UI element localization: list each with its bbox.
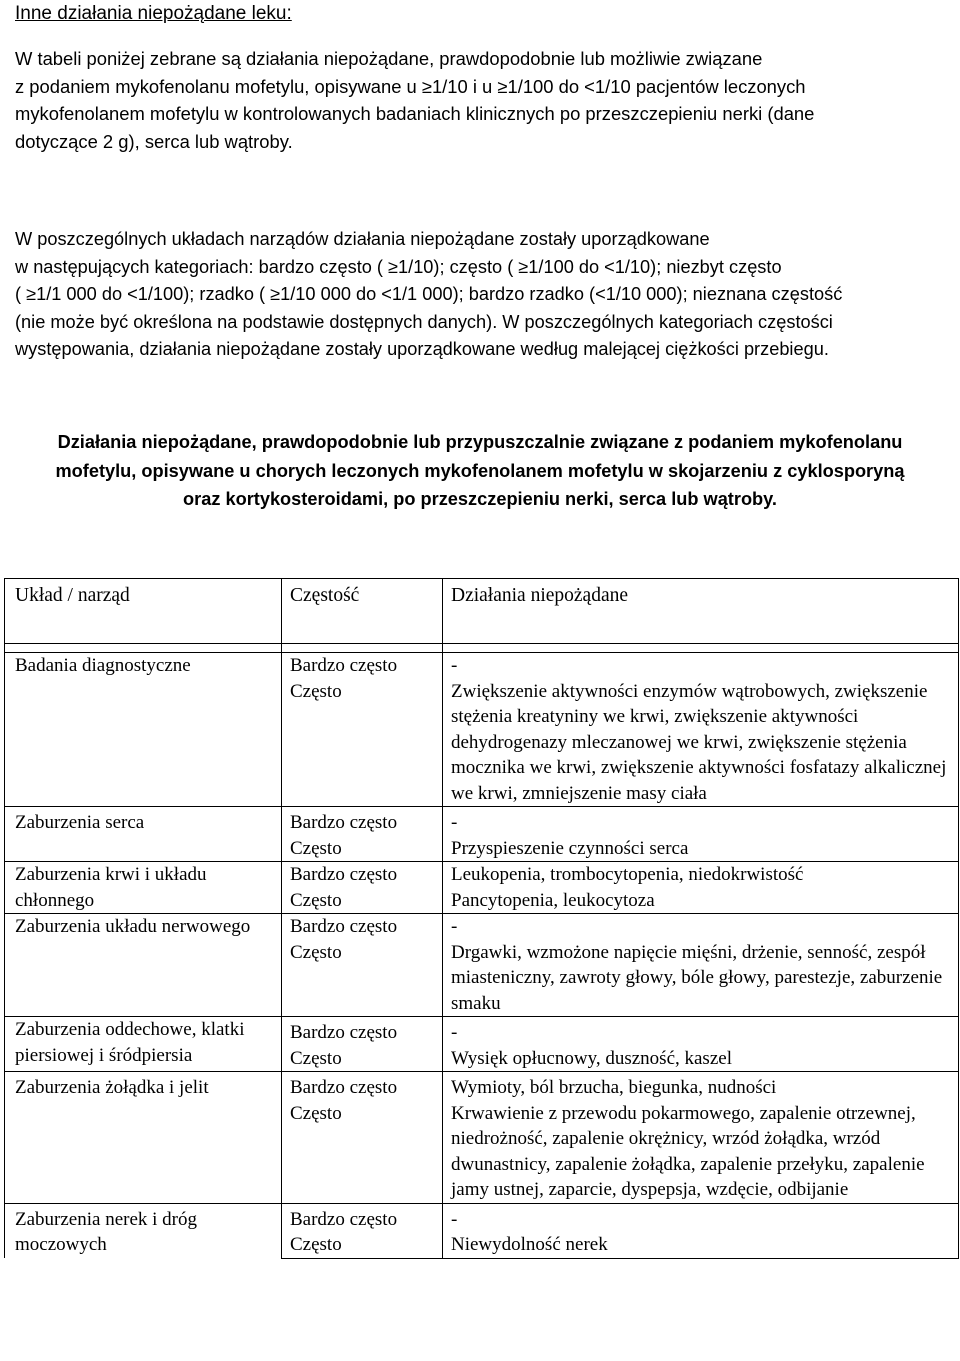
intro-line: W tabeli poniżej zebrane są działania niepożądane, prawdopodobnie lub możliwie związane <box>15 48 763 69</box>
categories-line: (nie może być określona na podstawie dostępnych danych). W poszczególnych kategoriach częstości <box>15 311 833 332</box>
effects-cell: Krwawienie z przewodu pokarmowego, zapalenie otrzewnej, niedrożność, zapalenie okrężnicy, wrzód żołądka, wrzód dwunastnicy, zapalenie żołądka, zapalenie przełyku, zapalenie jamy ustnej, zaparcie, dyspepsja, wzdęcie, odbijanie <box>443 1101 959 1204</box>
table-row <box>5 807 959 836</box>
frequency-cell: Bardzo często <box>282 1203 443 1232</box>
organ-cell: Zaburzenia żołądka i jelit <box>5 1072 282 1101</box>
organ-cell: Zaburzenia nerek i dróg moczowych <box>5 1203 282 1258</box>
frequency-cell: Często <box>282 679 443 807</box>
effects-cell: - <box>443 1203 959 1232</box>
categories-line: ( ≥1/1 000 do <1/100); rzadko ( ≥1/10 000 do <1/1 000); bardzo rzadko (<1/10 000); nieznana częstość <box>15 284 843 305</box>
organ-cell: Zaburzenia układu nerwowego <box>5 914 282 1017</box>
effects-cell: - <box>443 807 959 836</box>
effects-cell: Wymioty, ból brzucha, biegunka, nudności <box>443 1072 959 1101</box>
table-header-row <box>5 579 959 644</box>
organ-cell: Zaburzenia serca <box>5 807 282 836</box>
categories-line: występowania, działania niepożądane zostały uporządkowane według malejącej ciężkości przebiegu. <box>15 339 829 360</box>
header-organ-label: Układ / narząd <box>15 585 130 606</box>
organ-cell <box>5 1101 282 1204</box>
effects-cell: - <box>443 1017 959 1046</box>
table-row <box>5 653 959 679</box>
organ-cell <box>5 836 282 862</box>
table-title <box>15 428 945 514</box>
table-row <box>5 1203 959 1232</box>
header-organ <box>5 579 282 644</box>
section-heading: Inne działania niepożądane leku: <box>15 3 292 24</box>
frequency-cell: Często <box>282 1101 443 1204</box>
table-row <box>5 862 959 888</box>
header-frequency <box>282 579 443 644</box>
frequency-cell: Bardzo często <box>282 653 443 679</box>
table-row <box>5 1017 959 1046</box>
organ-cell: Badania diagnostyczne <box>5 653 282 679</box>
intro-line: dotyczące 2 g), serca lub wątroby. <box>15 131 293 153</box>
effects-cell: Pancytopenia, leukocytoza <box>443 888 959 914</box>
table-title-line: oraz kortykosteroidami, po przeszczepieniu nerki, serca lub wątroby. <box>183 489 777 509</box>
frequency-cell: Bardzo często <box>282 807 443 836</box>
table-row <box>5 836 959 862</box>
intro-line: z podaniem mykofenolanu mofetylu, opisywane u ≥1/10 i u ≥1/100 do <1/10 pacjentów leczonych <box>15 75 806 97</box>
organ-cell <box>5 679 282 807</box>
frequency-cell: Bardzo często <box>282 1072 443 1101</box>
categories-line: w następujących kategoriach: bardzo często ( ≥1/10); często ( ≥1/100 do <1/10); niezbyt często <box>15 256 782 277</box>
spacer-cell <box>282 644 443 653</box>
effects-cell: Leukopenia, trombocytopenia, niedokrwistość <box>443 862 959 888</box>
effects-cell: Zwiększenie aktywności enzymów wątrobowych, zwiększenie stężenia kreatyniny we krwi, zwiększenie aktywności dehydrogenazy mleczanowej we krwi, zwiększenie stężenia mocznika we krwi, zwiększenie aktywności fosfatazy alkalicznej we krwi, zmniejszenie masy ciała <box>443 679 959 807</box>
frequency-cell: Bardzo często <box>282 914 443 940</box>
frequency-cell: Często <box>282 888 443 914</box>
effects-cell: - <box>443 653 959 679</box>
frequency-categories-paragraph <box>15 226 945 364</box>
intro-paragraph <box>15 45 945 156</box>
spacer-row <box>5 644 959 653</box>
frequency-cell: Bardzo często <box>282 1017 443 1046</box>
header-effects-label: Działania niepożądane <box>451 585 629 606</box>
effects-cell: Drgawki, wzmożone napięcie mięśni, drżenie, senność, zespół miasteniczny, zawroty głowy, bóle głowy, parestezje, zaburzenie smaku <box>443 940 959 1017</box>
organ-cell: Zaburzenia krwi i układu chłonnego <box>5 862 282 914</box>
frequency-cell: Często <box>282 836 443 862</box>
table-title-line: mofetylu, opisywane u chorych leczonych mykofenolanem mofetylu w skojarzeniu z cyklosporyną <box>55 460 905 481</box>
effects-cell: Wysięk opłucnowy, duszność, kaszel <box>443 1046 959 1072</box>
frequency-cell: Bardzo często <box>282 862 443 888</box>
header-effects <box>443 579 959 644</box>
table-row <box>5 914 959 940</box>
effects-cell: Niewydolność nerek <box>443 1232 959 1258</box>
spacer-cell <box>443 644 959 653</box>
effects-cell: Przyspieszenie czynności serca <box>443 836 959 862</box>
frequency-cell: Często <box>282 1232 443 1258</box>
header-frequency-label: Częstość <box>290 585 360 606</box>
effects-cell: - <box>443 914 959 940</box>
organ-cell: Zaburzenia oddechowe, klatki piersiowej i śródpiersia <box>5 1017 282 1072</box>
spacer-cell <box>5 644 282 653</box>
categories-line: W poszczególnych układach narządów działania niepożądane zostały uporządkowane <box>15 229 710 249</box>
frequency-cell: Często <box>282 940 443 1017</box>
table-row <box>5 679 959 807</box>
adverse-effects-table <box>4 578 959 1259</box>
table-title-line: Działania niepożądane, prawdopodobnie lub przypuszczalnie związane z podaniem mykofenolanu <box>57 432 903 452</box>
table-row <box>5 1101 959 1204</box>
frequency-cell: Często <box>282 1046 443 1072</box>
table-row <box>5 1072 959 1101</box>
intro-line: mykofenolanem mofetylu w kontrolowanych badaniach klinicznych po przeszczepieniu nerki (dane <box>15 103 815 125</box>
